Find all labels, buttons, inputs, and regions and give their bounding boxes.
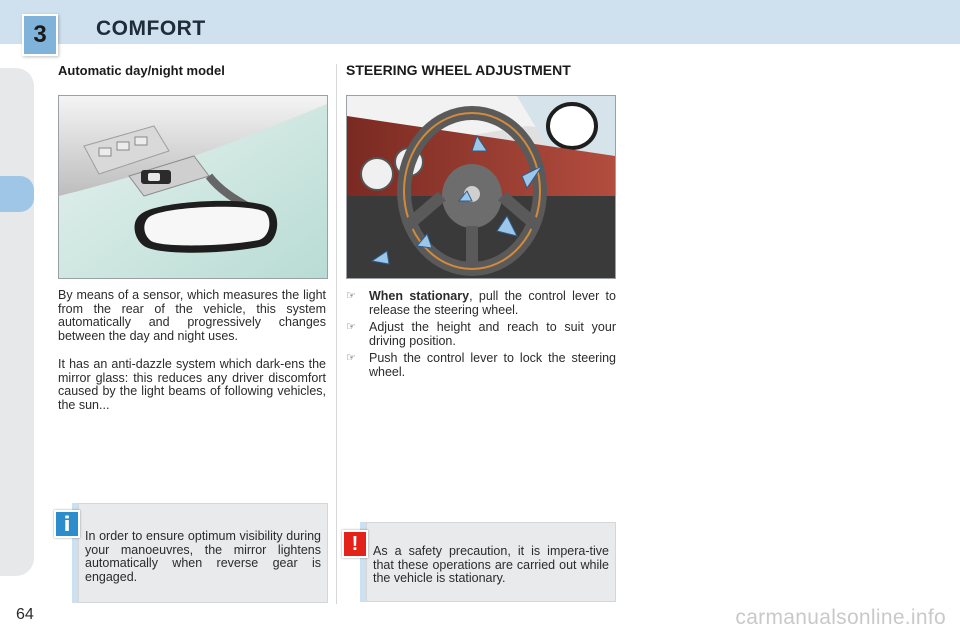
page-number: 64 — [16, 606, 34, 623]
warning-icon: ! — [342, 530, 368, 558]
warning-note-text: As a safety precaution, it is impera-tive that these operations are carried out while the vehicle is stationary. — [373, 544, 609, 585]
info-note-text: In order to ensure optimum visibility during your manoeuvres, the mirror lightens automatically when reverse gear is engaged. — [85, 529, 321, 584]
steering-adjustment-steps — [346, 290, 616, 383]
step-text: Push the control lever to lock the steering wheel. — [369, 351, 616, 379]
rear-view-mirror-illustration — [58, 95, 328, 279]
chapter-side-tab — [0, 176, 34, 212]
warning-note-box — [366, 522, 616, 602]
list-item — [346, 321, 616, 348]
list-item — [346, 290, 616, 317]
anti-dazzle-paragraph: It has an anti-dazzle system which dark-ens the mirror glass: this reduces any driver discomfort caused by the light beams of following vehicles, the sun... — [58, 357, 326, 412]
info-note-box — [78, 503, 328, 603]
step-bold-lead: When stationary — [369, 289, 470, 303]
pointing-hand-icon: ☞ — [346, 321, 356, 333]
steering-wheel-illustration — [346, 95, 616, 279]
column-divider — [336, 64, 337, 604]
chapter-title: COMFORT — [96, 17, 206, 40]
list-item — [346, 352, 616, 379]
watermark: carmanualsonline.info — [735, 606, 946, 629]
chapter-number-badge: 3 — [22, 14, 58, 56]
mirror-description-paragraph: By means of a sensor, which measures the light from the rear of the vehicle, this system automatically and progressively changes between the day and night uses. — [58, 288, 326, 343]
info-icon: i — [54, 510, 80, 538]
step-text: Adjust the height and reach to suit your driving position. — [369, 320, 616, 348]
section-heading-mirror: Automatic day/night model — [58, 63, 225, 78]
section-heading-steering: STEERING WHEEL ADJUSTMENT — [346, 62, 571, 78]
pointing-hand-icon: ☞ — [346, 290, 356, 302]
pointing-hand-icon: ☞ — [346, 352, 356, 364]
side-rail — [0, 68, 34, 576]
step-text: , pull the control lever to release the steering wheel. — [369, 289, 616, 317]
